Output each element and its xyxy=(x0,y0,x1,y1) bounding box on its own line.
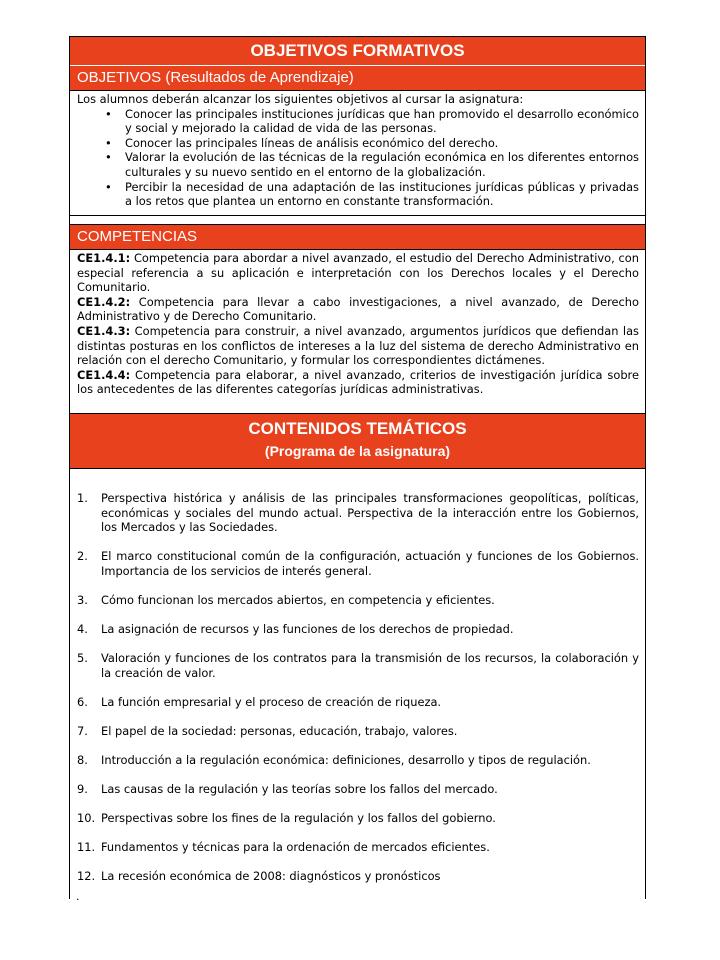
topic-item xyxy=(77,651,639,680)
objetivo-text: Conocer las principales instituciones jurídicas que han promovido el desarrollo económico y social y mejorado la calidad de vida de las personas. xyxy=(125,106,639,136)
topic-number: 12. xyxy=(77,869,96,884)
topic-item xyxy=(77,549,639,578)
topic-text: La recesión económica de 2008: diagnósticos y pronósticos xyxy=(101,869,441,884)
competencia-item xyxy=(77,324,639,368)
objetivo-text: Conocer las principales líneas de análisis económico del derecho. xyxy=(125,135,499,150)
objetivos-intro: Los alumnos deberán alcanzar los siguientes objetivos al cursar la asignatura: xyxy=(77,92,524,106)
contenidos-title: CONTENIDOS TEMÁTICOS xyxy=(248,419,467,438)
topic-number: 2. xyxy=(77,549,88,564)
competencia-item xyxy=(77,295,639,324)
topic-text: Introducción a la regulación económica: definiciones, desarrollo y tipos de regulación. xyxy=(101,753,591,768)
topic-number: 5. xyxy=(77,651,88,666)
bullet-icon: • xyxy=(105,135,112,150)
topic-item xyxy=(77,593,639,608)
topic-text: El papel de la sociedad: personas, educación, trabajo, valores. xyxy=(101,723,458,738)
topic-text: Cómo funcionan los mercados abiertos, en competencia y eficientes. xyxy=(101,592,495,607)
topic-number: 7. xyxy=(77,723,88,738)
trailing-mark: . xyxy=(76,890,80,903)
competencia-item xyxy=(77,251,639,295)
topic-number: 9. xyxy=(77,782,88,797)
topic-item xyxy=(77,695,639,710)
topic-number: 6. xyxy=(77,694,88,709)
competencia-text: Competencia para llevar a cabo investigaciones, a nivel avanzado, de Derecho Administrativo y de Derecho Comunitario. xyxy=(77,294,639,324)
bullet-icon: • xyxy=(105,150,112,165)
topic-text: Perspectiva histórica y análisis de las principales transformaciones geopolíticas, políticas, económicas y sociales del mundo actual. Perspectiva de la interacción entre los Gobiernos, los Mercados y las Sociedades. xyxy=(101,491,639,535)
objetivo-text: Valorar la evolución de las técnicas de la regulación económica en los diferentes entornos culturales y su nuevo sentido en el entorno de la globalización. xyxy=(125,150,639,179)
competencia-code: CE1.4.1: xyxy=(77,251,131,265)
objetivos-section xyxy=(70,91,645,216)
topic-item xyxy=(77,753,639,768)
objetivos-subheading: OBJETIVOS (Resultados de Aprendizaje) xyxy=(70,66,645,91)
objetivo-item xyxy=(77,150,639,179)
competencia-text: Competencia para elaborar, a nivel avanzado, criterios de investigación jurídica sobre los antecedentes de las diferentes categorías jurídicas administrativas. xyxy=(77,367,639,397)
contenidos-subtitle: (Programa de la asignatura) xyxy=(264,443,451,459)
bullet-icon: • xyxy=(105,106,112,121)
topic-item xyxy=(77,622,639,637)
topic-item xyxy=(77,491,639,535)
topic-number: 3. xyxy=(77,592,88,607)
topic-text: Las causas de la regulación y las teorías sobre los fallos del mercado. xyxy=(101,782,498,797)
topic-item xyxy=(77,840,639,855)
topic-text: Fundamentos y técnicas para la ordenación de mercados eficientes. xyxy=(101,840,490,855)
competencia-text: Competencia para construir, a nivel avanzado, argumentos jurídicos que defiendan las distintas posturas en los conflictos de intereses a la luz del sistema de derecho Administrativo en relación con el derecho Comunitario, y formular los correspondientes dictámenes. xyxy=(77,323,639,368)
topic-item xyxy=(77,869,639,884)
objetivos-list xyxy=(77,107,639,209)
topic-item xyxy=(77,782,639,797)
competencia-code: CE1.4.3: xyxy=(77,323,131,338)
topic-number: 1. xyxy=(77,491,88,505)
topic-item xyxy=(77,724,639,739)
competencia-code: CE1.4.2: xyxy=(77,294,131,309)
topic-text: El marco constitucional común de la configuración, actuación y funciones de los Gobiernos. Importancia de los servicios de interés general. xyxy=(101,549,639,578)
topic-number: 10. xyxy=(77,811,96,826)
contenidos-heading xyxy=(70,414,645,469)
competencia-text: Competencia para abordar a nivel avanzado, el estudio del Derecho Administrativo, con especial referencia a su aplicación e interpretación con los Derechos locales y el Derecho Comunitario. xyxy=(77,251,639,295)
objetivo-text: Percibir la necesidad de una adaptación de las instituciones jurídicas públicas y privadas a los retos que plantea un entorno en constante transformación. xyxy=(125,179,639,209)
competencia-item xyxy=(77,368,639,397)
competencias-section xyxy=(70,250,645,414)
syllabus-document xyxy=(69,36,646,899)
topic-text: Perspectivas sobre los fines de la regulación y los fallos del gobierno. xyxy=(101,811,496,826)
topics-list xyxy=(70,469,645,884)
objetivo-item xyxy=(77,136,639,151)
objetivos-formativos-heading: OBJETIVOS FORMATIVOS xyxy=(70,37,645,66)
competencia-code: CE1.4.4: xyxy=(77,367,131,382)
bullet-icon: • xyxy=(105,179,112,194)
topic-number: 8. xyxy=(77,753,88,768)
topic-text: La asignación de recursos y las funciones de los derechos de propiedad. xyxy=(101,622,514,637)
topic-number: 11. xyxy=(77,840,96,855)
section-spacer xyxy=(70,216,645,224)
objetivo-item xyxy=(77,107,639,136)
topic-item xyxy=(77,811,639,826)
topic-text: Valoración y funciones de los contratos para la transmisión de los recursos, la colaboración y la creación de valor. xyxy=(101,651,639,680)
topic-text: La función empresarial y el proceso de creación de riqueza. xyxy=(101,694,442,709)
objetivo-item xyxy=(77,180,639,209)
topic-number: 4. xyxy=(77,622,88,637)
competencias-heading: COMPETENCIAS xyxy=(70,224,645,250)
